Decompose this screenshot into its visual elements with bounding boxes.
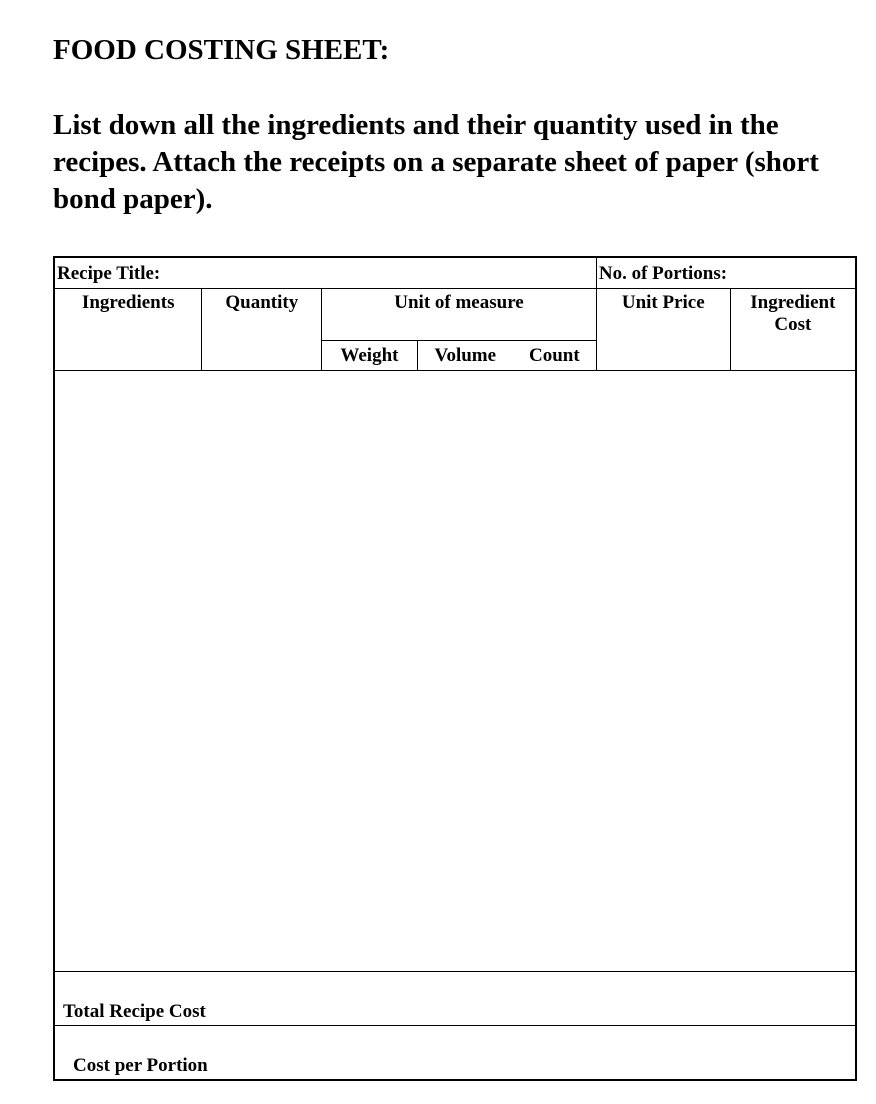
- volume-header: Volume: [417, 341, 513, 371]
- ingredient-entry-area: [54, 371, 856, 971]
- instructions-text: List down all the ingredients and their quantity used in the recipes. Attach the receipts on a separate sheet of paper (short bond paper).: [53, 109, 819, 215]
- recipe-title-label: Recipe Title:: [57, 262, 161, 284]
- ingredient-entry-cell[interactable]: [54, 371, 856, 971]
- recipe-info-row: [54, 257, 856, 289]
- food-costing-table: [53, 256, 857, 1081]
- total-recipe-cost-cell[interactable]: [54, 971, 856, 1025]
- sheet-title: FOOD COSTING SHEET:: [53, 34, 390, 66]
- count-header: Count: [513, 341, 597, 371]
- portions-label: No. of Portions:: [598, 262, 728, 284]
- unit-price-header: Unit Price: [596, 289, 730, 371]
- cost-per-portion-row: [54, 1025, 856, 1080]
- quantity-header: Quantity: [202, 289, 322, 371]
- total-recipe-cost-row: [54, 971, 856, 1025]
- ingredients-header: Ingredients: [54, 289, 202, 371]
- portions-cell[interactable]: [596, 257, 856, 289]
- unit-of-measure-header: Unit of measure: [322, 289, 597, 341]
- cost-per-portion-label: Cost per Portion: [73, 1055, 208, 1076]
- cost-per-portion-cell[interactable]: [54, 1025, 856, 1080]
- header-row: [54, 289, 856, 341]
- recipe-title-cell[interactable]: [54, 257, 596, 289]
- weight-header: Weight: [322, 341, 418, 371]
- ingredient-cost-header: Ingredient Cost: [730, 289, 856, 371]
- total-recipe-cost-label: Total Recipe Cost: [63, 1000, 206, 1022]
